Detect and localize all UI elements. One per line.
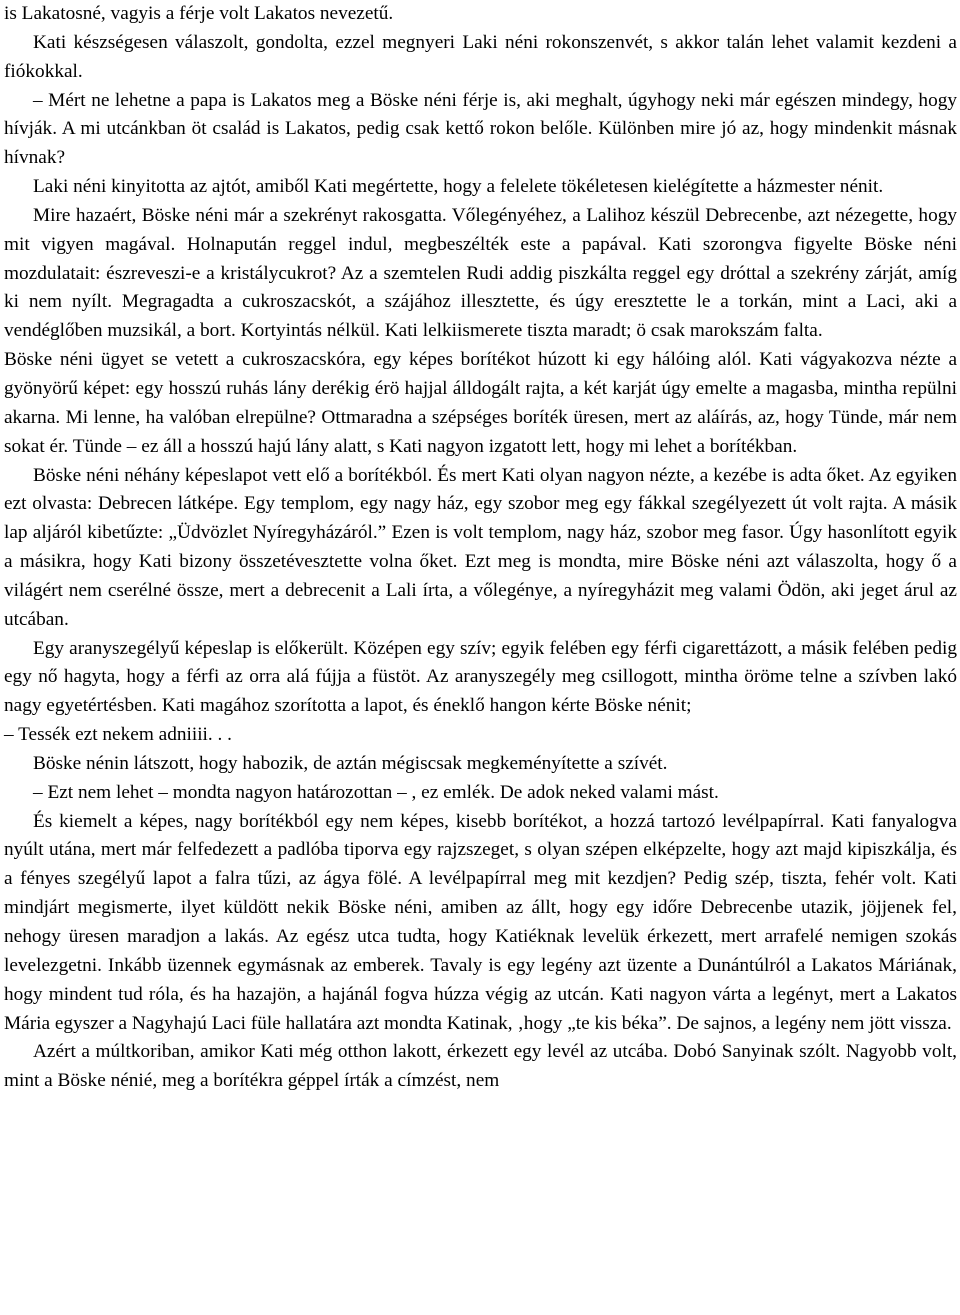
paragraph-12: És kiemelt a képes, nagy borítékból egy nem képes, kisebb borítékot, a hozzá tartozó levélpapírral. Kati fanyalogva nyúlt utána, mert már felfedezett a padlóba tiporva egy rajzszeget, s olyan szépen elképzelte, hogy azt majd kipiszkálja, és a fényes szegélyű lapot a falra tűzi, az ágya fölé. A levélpapírral meg mit kezdjen? Pedig szép, tiszta, fehér volt. Kati mindjárt megismerte, ilyet küldött nekik Böske néni, amiben az állt, hogy egy időre Debrecenbe utazik, jöjjenek fel, nehogy üresen maradjon a lakás. Az egész utca tudta, hogy Katiéknak levelük érkezett, mert arrafelé nemigen szokás levelezgetni. Inkább üzennek egymásnak az emberek. Tavaly is egy legény azt üzente a Dunántúlról a Lakatos Máriának, hogy mindent tud róla, és ha hazajön, a hajánál fogva húzza végig az utcán. Kati nagyon várta a legényt, mert a Lakatos Mária egyszer a Nagyhajú Laci füle hallatára azt mondta Katinak, ‚hogy „te kis béka”. De sajnos, a legény nem jött vissza. (4, 810, 957, 1034)
paragraph-8: Egy aranyszegélyű képeslap is előkerült. Középen egy szív; egyik felében egy férfi cigarettázott, a másik felében pedig egy nő hagyta, hogy a férfi az orra alá fújja a füstöt. Az aranyszegély meg csillogott, mintha öröme telne a szívben lakó nagy egyetértésben. Kati magához szorította a lapot, és éneklő hangon kérte Böske nénit; (4, 637, 957, 717)
paragraph-3: – Mért ne lehetne a papa is Lakatos meg a Böske néni férje is, aki meghalt, úgyhogy neki már egészen mindegy, hogy hívják. A mi utcánkban öt család is Lakatos, pedig csak kettő rokon belőle. Különben mire jó az, hogy mindenkit másnak hívnak? (4, 89, 957, 169)
paragraph-9: – Tessék ezt nekem adniiii. . . (4, 724, 233, 746)
paragraph-7: Böske néni néhány képeslapot vett elő a borítékból. És mert Kati olyan nagyon nézte, a kezébe is adta őket. Az egyiken ezt olvasta: Debrecen látképe. Egy templom, egy nagy ház, egy szobor meg egy fákkal szegélyezett út volt rajta. A másik lap aljáról kibetűzte: „Üdvözlet Nyíregyházáról.” Ezen is volt templom, nagy ház, szobor meg fasor. Úgy hasonlított egyik a másikra, hogy Kati bizony összetévesztette volna őket. Ezt meg is mondta, mire Böske néni azt válaszolta, hogy ő a világért nem cserélné össze, mert a debrecenit a Lali írta, a vőlegénye, a nyíregyházit meg valami Ödön, aki jeget árul az utcában. (4, 464, 957, 630)
document-page (4, 0, 957, 1096)
paragraph-1: is Lakatosné, vagyis a férje volt Lakatos nevezetű. (4, 3, 394, 24)
paragraph-10: Böske nénin látszott, hogy habozik, de aztán mégiscsak megkeményítette a szívét. (33, 752, 668, 774)
paragraph-13: Azért a múltkoriban, amikor Kati még otthon lakott, érkezett egy levél az utcába. Dobó Sanyinak szólt. Nagyobb volt, mint a Böske nénié, meg a borítékra géppel írták a címzést, nem (4, 1041, 957, 1092)
paragraph-4: Laki néni kinyitotta az ajtót, amiből Kati megértette, hogy a felelete tökéletesen kielégítette a házmester nénit. (33, 176, 884, 198)
paragraph-11: – Ezt nem lehet – mondta nagyon határozottan – , ez emlék. De adok neked valami mást. (33, 781, 719, 803)
paragraph-2: Kati készségesen válaszolt, gondolta, ezzel megnyeri Laki néni rokonszenvét, s akkor talán lehet valamit kezdeni a fiókokkal. (4, 31, 957, 82)
paragraph-6: Böske néni ügyet se vetett a cukroszacskóra, egy képes borítékot húzott ki egy hálóing alól. Kati vágyakozva nézte a gyönyörű képet: egy hosszú ruhás lány derékig érö hajjal álldogált rajta, a két karját úgy emelte a magasba, mintha repülni akarna. Mi lenne, ha valóban elrepülne? Ottmaradna a szépséges boríték üresen, mert az aláírás, az, hogy Tünde, már nem sokat ér. Tünde – ez áll a hosszú hajú lány alatt, s Kati nagyon izgatott lett, hogy mi lehet a borítékban. (4, 349, 957, 457)
paragraph-5: Mire hazaért, Böske néni már a szekrényt rakosgatta. Vőlegényéhez, a Lalihoz készül Debrecenbe, azt nézegette, hogy mit vigyen magával. Holnapután reggel indul, megbeszélték este a papával. Kati szorongva figyelte Böske néni mozdulatait: észreveszi-e a kristálycukrot? Az a szemtelen Rudi addig piszkálta reggel egy dróttal a szekrény zárját, amíg ki nem nyílt. Megragadta a cukroszacskót, a szájához illesztette, és úgy eresztette le a torkán, mint a Laci, aki a vendéglőben muzsikál, a bort. Kortyintás nélkül. Kati lelkiismerete tiszta maradt; ö csak marokszám falta. (4, 204, 957, 342)
